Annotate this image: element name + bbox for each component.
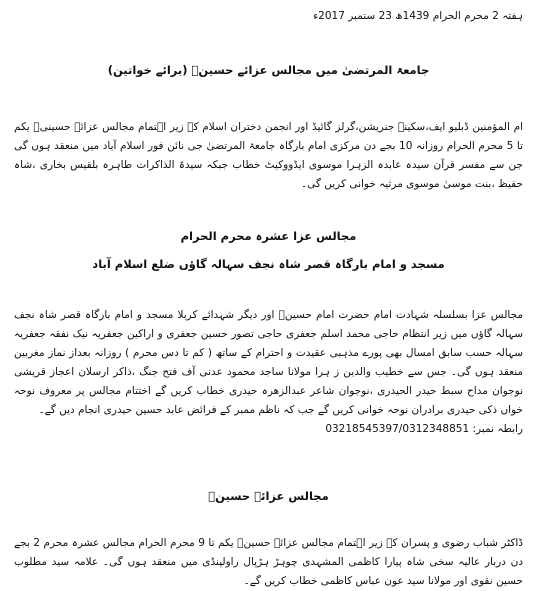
section2-title: مجالس عزا عشرہ محرم الحرام [180, 229, 357, 243]
section2-text: مجالس عزا بسلسلہ شہادت امام حضرت امام حسینؑ اور دیگر شہدائے کربلا مسجد و امام بارگاہ قصر شاہ نجف سہالہ گاؤں میں زیر انتظام حاجی محمد اسلم جعفری حاجی تصور حسین جعفری و اراکین جعفریہ نیک نفقہ جعفریہ سہالہ حسب سابق امسال بھی پورے مذہبی عقیدت و احترام کے ساتھ ( کم تا دس محرم ) روزانہ بعداز نماز مغربین منعقد ہوں گی۔ جس سے خطیب والدین ز ہرا مولانا ساجد محمود عدنی آف فتح جنگ ،ذاکر ارسلان اعجاز قریشی نوجوان مداح سبط حیدر الحیدری ،نوجوان شاعر عبدالزھرہ حیدری خطاب کریں گے اختتام مجالس پر معروف نوحہ خواں ذکی حیدری برادران نوحہ خوانی کریں گے جب کہ ناظم ممبر کے فرائض عابد حسین حیدری انجام دیں گے۔ [14, 309, 523, 416]
contact-line [14, 420, 523, 439]
dateline: ہفتہ 2 محرم الحرام 1439ھ 23 ستمبر 2017ء [313, 10, 523, 22]
section3-title: مجالس عزائے حسینؑ [208, 489, 329, 503]
contact-numbers: 03218545397/0312348851 [325, 423, 470, 435]
section3-text: ڈاکٹر شباب رضوی و پسران کے زیر اہتمام مجالس عزائے حسینؑ یکم تا 9 محرم الحرام مجالس عشرہ محرم 2 بجے دن دربار عالیہ سخی شاہ پیارا کاظمی المشہدی چوہڑ ہڑپال راولپنڈی میں منعقد ہوں گی۔ علامہ سید مطلوب حسین نقوی اور مولانا سید عون عباس کاظمی خطاب کریں گے۔ [14, 537, 523, 587]
contact-label: رابطہ نمبر: [472, 423, 523, 435]
section1-title: جامعۃ المرتضیٰ میں مجالس عزائے حسینؑ (برائے خواتین) [107, 63, 430, 77]
section3-body [14, 534, 523, 591]
section1-text: ام المؤمنین ڈبلیو ایف،سکینہ جنریشن،گرلز گائیڈ اور انجمن دختران اسلام کے زیر اہتمام مجالس عزائے حسینیؑ یکم تا 5 محرم الحرام روزانہ 10 بجے دن مرکزی امام بارگاہ جامعۃ المرتضیٰ جی نائن فور اسلام آباد میں منعقد ہوں گی جن سے مفسر قرآن سیدہ عابدہ الزہرا موسوی ایڈووکیٹ خطاب جبکہ سیدۃ الذاکرات طاہرہ بلقیس بخاری ،شاہ حفیظ ،بنت موسیٰ موسوی مرثیہ خوانی کریں گی۔ [14, 121, 524, 190]
section2-subtitle: مسجد و امام بارگاہ قصر شاہ نجف سہالہ گاؤں ضلع اسلام آباد [92, 257, 445, 271]
section1-body [14, 118, 523, 194]
section2-body [14, 306, 523, 439]
